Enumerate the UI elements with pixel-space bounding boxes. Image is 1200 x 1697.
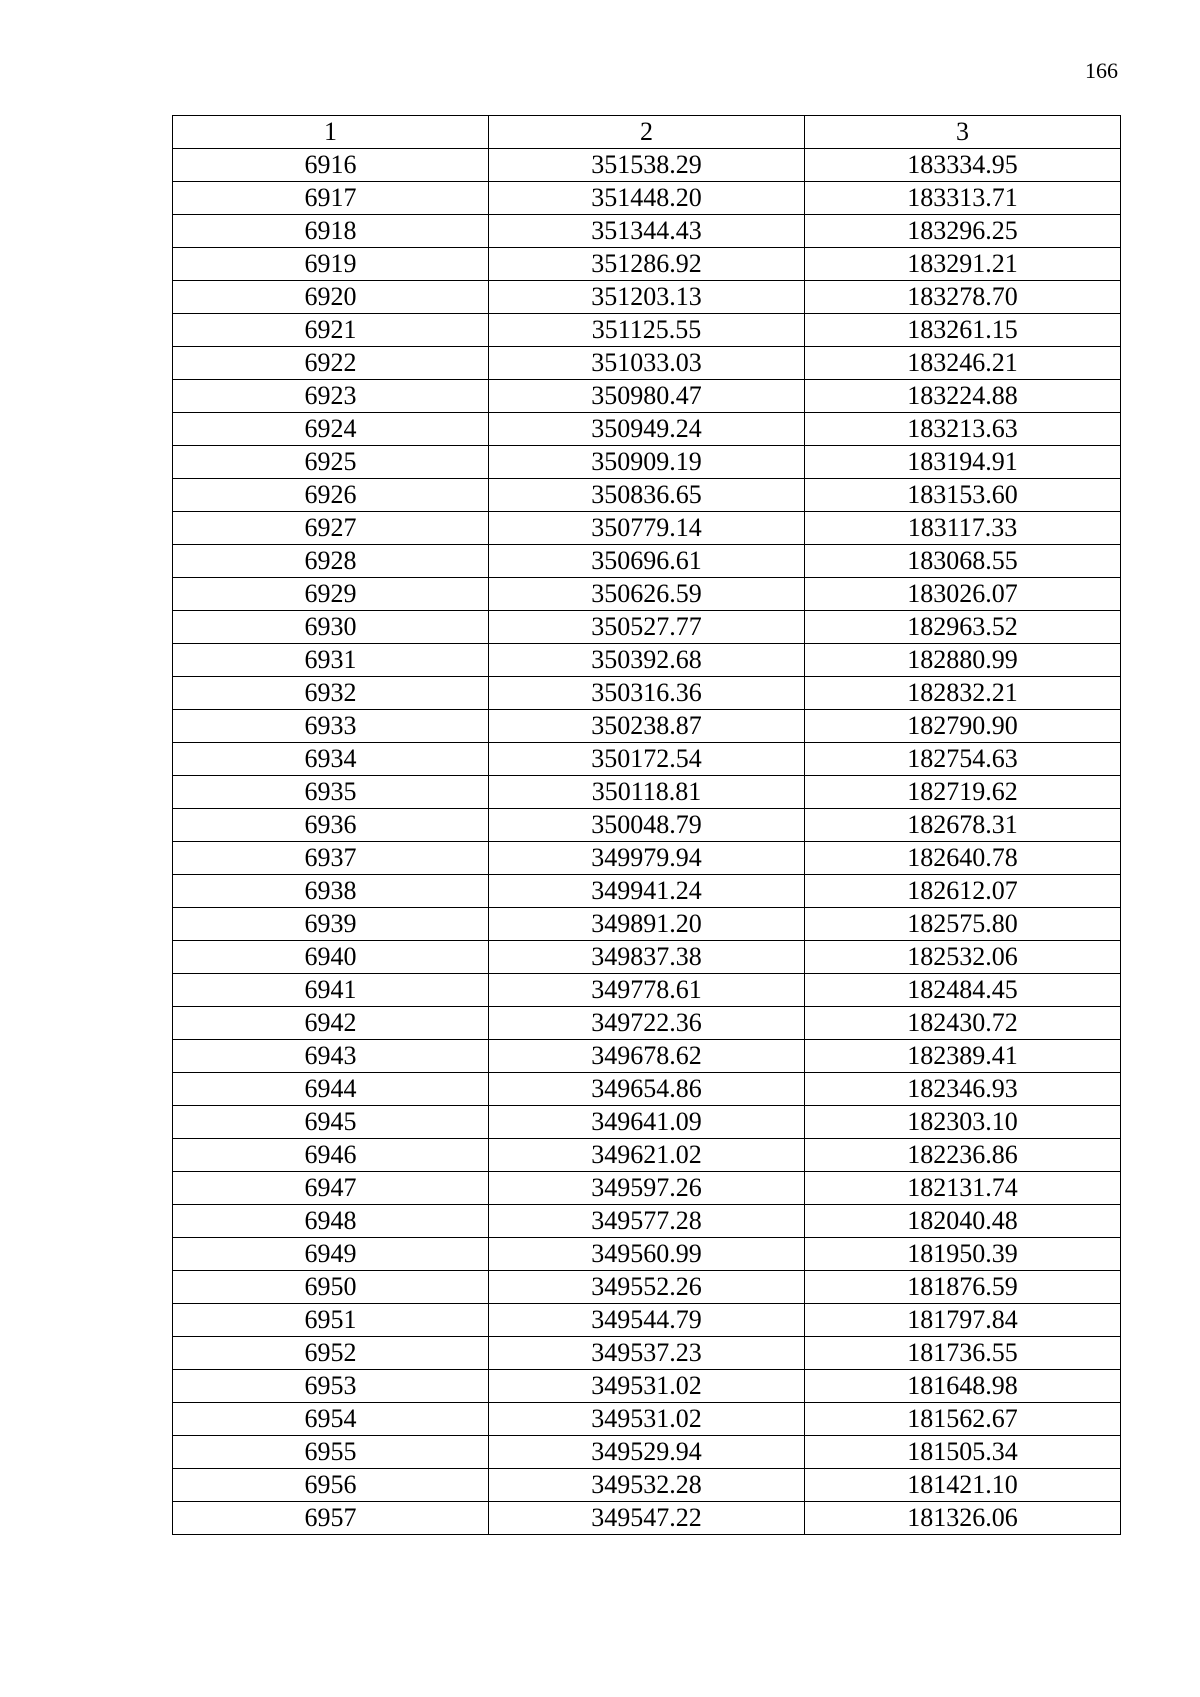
table-cell: 6926: [173, 479, 489, 512]
table-cell: 6924: [173, 413, 489, 446]
table-cell: 182040.48: [805, 1205, 1121, 1238]
table-cell: 349641.09: [489, 1106, 805, 1139]
table-row: [173, 1139, 1121, 1172]
table-cell: 6922: [173, 347, 489, 380]
table-cell: 350909.19: [489, 446, 805, 479]
table-row: [173, 611, 1121, 644]
table-cell: 6952: [173, 1337, 489, 1370]
table-cell: 6934: [173, 743, 489, 776]
page-number: 166: [1085, 58, 1118, 83]
table-cell: 349529.94: [489, 1436, 805, 1469]
table-cell: 183261.15: [805, 314, 1121, 347]
table-row: [173, 842, 1121, 875]
table-cell: 181562.67: [805, 1403, 1121, 1436]
table-cell: 6932: [173, 677, 489, 710]
table-cell: 350779.14: [489, 512, 805, 545]
table-cell: 350980.47: [489, 380, 805, 413]
table-cell: 350696.61: [489, 545, 805, 578]
table-cell: 181505.34: [805, 1436, 1121, 1469]
table-cell: 181876.59: [805, 1271, 1121, 1304]
table-row: [173, 1304, 1121, 1337]
table-cell: 350949.24: [489, 413, 805, 446]
table-row: [173, 776, 1121, 809]
table-row: [173, 413, 1121, 446]
table-cell: 182640.78: [805, 842, 1121, 875]
table-cell: 6925: [173, 446, 489, 479]
table-cell: 6916: [173, 149, 489, 182]
table-cell: 182484.45: [805, 974, 1121, 1007]
table-cell: 182612.07: [805, 875, 1121, 908]
table-cell: 349552.26: [489, 1271, 805, 1304]
table-row: [173, 149, 1121, 182]
table-cell: 349544.79: [489, 1304, 805, 1337]
table-cell: 6955: [173, 1436, 489, 1469]
table-cell: 183313.71: [805, 182, 1121, 215]
table-cell: 6930: [173, 611, 489, 644]
table-cell: 6951: [173, 1304, 489, 1337]
table-cell: 6937: [173, 842, 489, 875]
table-row: [173, 908, 1121, 941]
table-cell: 6928: [173, 545, 489, 578]
table-cell: 182790.90: [805, 710, 1121, 743]
table-row: [173, 578, 1121, 611]
table-row: [173, 545, 1121, 578]
table-cell: 350527.77: [489, 611, 805, 644]
table-cell: 183194.91: [805, 446, 1121, 479]
table-cell: 351448.20: [489, 182, 805, 215]
table-cell: 349941.24: [489, 875, 805, 908]
table-cell: 6947: [173, 1172, 489, 1205]
table-cell: 6927: [173, 512, 489, 545]
table-cell: 182754.63: [805, 743, 1121, 776]
table-cell: 6936: [173, 809, 489, 842]
table-cell: 350836.65: [489, 479, 805, 512]
table-row: [173, 974, 1121, 1007]
table-cell: 183153.60: [805, 479, 1121, 512]
table-row: [173, 1337, 1121, 1370]
table-cell: 183117.33: [805, 512, 1121, 545]
table-cell: 6949: [173, 1238, 489, 1271]
table-cell: 182719.62: [805, 776, 1121, 809]
table-cell: 6948: [173, 1205, 489, 1238]
table-cell: 181950.39: [805, 1238, 1121, 1271]
table-cell: 6956: [173, 1469, 489, 1502]
table-cell: 183246.21: [805, 347, 1121, 380]
table-row: [173, 1271, 1121, 1304]
table-row: [173, 941, 1121, 974]
table-cell: 6953: [173, 1370, 489, 1403]
table-cell: 349537.23: [489, 1337, 805, 1370]
table-cell: 6917: [173, 182, 489, 215]
table-row: [173, 314, 1121, 347]
table-cell: 6933: [173, 710, 489, 743]
table-cell: 6940: [173, 941, 489, 974]
table-cell: 183224.88: [805, 380, 1121, 413]
table-cell: 6919: [173, 248, 489, 281]
table-cell: 182131.74: [805, 1172, 1121, 1205]
table-cell: 6941: [173, 974, 489, 1007]
table-cell: 183334.95: [805, 149, 1121, 182]
table-cell: 351538.29: [489, 149, 805, 182]
table-cell: 182430.72: [805, 1007, 1121, 1040]
table-row: [173, 710, 1121, 743]
table-row: [173, 1040, 1121, 1073]
table-cell: 350048.79: [489, 809, 805, 842]
table-row: [173, 380, 1121, 413]
table-row: [173, 1502, 1121, 1535]
table-cell: 6954: [173, 1403, 489, 1436]
table-cell: 350316.36: [489, 677, 805, 710]
table-row: [173, 677, 1121, 710]
table-cell: 349547.22: [489, 1502, 805, 1535]
table-cell: 182963.52: [805, 611, 1121, 644]
table-cell: 6957: [173, 1502, 489, 1535]
coordinates-table: [172, 115, 1121, 1535]
table-body: [173, 149, 1121, 1535]
table-cell: 6920: [173, 281, 489, 314]
table-row: [173, 1172, 1121, 1205]
table-cell: 6950: [173, 1271, 489, 1304]
table-row: [173, 875, 1121, 908]
table-cell: 6931: [173, 644, 489, 677]
column-header-3: 3: [805, 116, 1121, 149]
table-row: [173, 1238, 1121, 1271]
table-cell: 349531.02: [489, 1403, 805, 1436]
column-header-2: 2: [489, 116, 805, 149]
table-cell: 183278.70: [805, 281, 1121, 314]
table-row: [173, 479, 1121, 512]
table-header: [173, 116, 1121, 149]
table-cell: 349597.26: [489, 1172, 805, 1205]
table-row: [173, 1469, 1121, 1502]
table-cell: 182678.31: [805, 809, 1121, 842]
table-cell: 6946: [173, 1139, 489, 1172]
table-row: [173, 1205, 1121, 1238]
table-cell: 6938: [173, 875, 489, 908]
table-cell: 181421.10: [805, 1469, 1121, 1502]
table-cell: 6918: [173, 215, 489, 248]
table-cell: 182532.06: [805, 941, 1121, 974]
table-cell: 6942: [173, 1007, 489, 1040]
table-cell: 350626.59: [489, 578, 805, 611]
table-cell: 182575.80: [805, 908, 1121, 941]
table-cell: 349577.28: [489, 1205, 805, 1238]
table-cell: 349560.99: [489, 1238, 805, 1271]
table-cell: 351033.03: [489, 347, 805, 380]
table-cell: 349532.28: [489, 1469, 805, 1502]
table-row: [173, 1403, 1121, 1436]
table-cell: 182346.93: [805, 1073, 1121, 1106]
table-cell: 6935: [173, 776, 489, 809]
table-cell: 349979.94: [489, 842, 805, 875]
table-cell: 6921: [173, 314, 489, 347]
table-cell: 350172.54: [489, 743, 805, 776]
table-cell: 183026.07: [805, 578, 1121, 611]
table-cell: 181326.06: [805, 1502, 1121, 1535]
table-cell: 6923: [173, 380, 489, 413]
table-cell: 181797.84: [805, 1304, 1121, 1337]
table-row: [173, 743, 1121, 776]
table-cell: 351344.43: [489, 215, 805, 248]
table-cell: 349531.02: [489, 1370, 805, 1403]
table-row: [173, 1007, 1121, 1040]
table-cell: 182236.86: [805, 1139, 1121, 1172]
table-cell: 183213.63: [805, 413, 1121, 446]
column-header-1: 1: [173, 116, 489, 149]
table-cell: 349722.36: [489, 1007, 805, 1040]
table-cell: 350118.81: [489, 776, 805, 809]
table-cell: 349891.20: [489, 908, 805, 941]
table-row: [173, 215, 1121, 248]
table-row: [173, 182, 1121, 215]
table-cell: 350238.87: [489, 710, 805, 743]
table-cell: 182832.21: [805, 677, 1121, 710]
table-cell: 183291.21: [805, 248, 1121, 281]
table-cell: 183296.25: [805, 215, 1121, 248]
table-row: [173, 1073, 1121, 1106]
table-cell: 349621.02: [489, 1139, 805, 1172]
table-cell: 6945: [173, 1106, 489, 1139]
table-cell: 6929: [173, 578, 489, 611]
table-row: [173, 281, 1121, 314]
table-row: [173, 1106, 1121, 1139]
table-row: [173, 644, 1121, 677]
table-cell: 349837.38: [489, 941, 805, 974]
table-cell: 182880.99: [805, 644, 1121, 677]
table-cell: 349654.86: [489, 1073, 805, 1106]
table-row: [173, 347, 1121, 380]
table-row: [173, 1436, 1121, 1469]
table-cell: 182303.10: [805, 1106, 1121, 1139]
table-cell: 6944: [173, 1073, 489, 1106]
table-cell: 351203.13: [489, 281, 805, 314]
table-cell: 350392.68: [489, 644, 805, 677]
table-cell: 181736.55: [805, 1337, 1121, 1370]
table-row: [173, 512, 1121, 545]
table-cell: 349778.61: [489, 974, 805, 1007]
table-row: [173, 809, 1121, 842]
table-cell: 351286.92: [489, 248, 805, 281]
header-row: [173, 116, 1121, 149]
table-row: [173, 1370, 1121, 1403]
table-cell: 6943: [173, 1040, 489, 1073]
table-cell: 6939: [173, 908, 489, 941]
table-cell: 183068.55: [805, 545, 1121, 578]
table-cell: 181648.98: [805, 1370, 1121, 1403]
table-row: [173, 248, 1121, 281]
table-cell: 182389.41: [805, 1040, 1121, 1073]
table-row: [173, 446, 1121, 479]
table-cell: 351125.55: [489, 314, 805, 347]
table-cell: 349678.62: [489, 1040, 805, 1073]
